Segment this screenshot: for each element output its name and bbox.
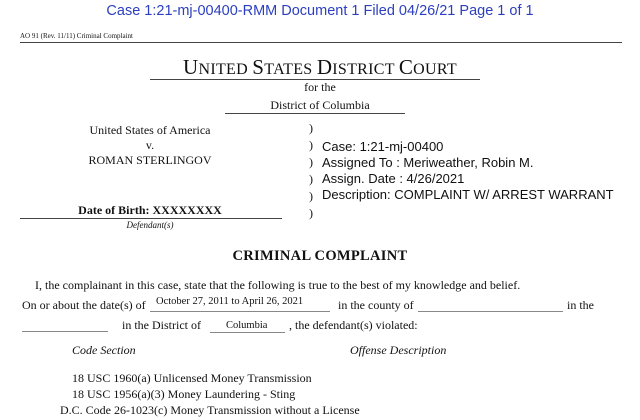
district-blank-left bbox=[22, 331, 108, 332]
court-title-part: OURT bbox=[413, 61, 457, 78]
in-district-label: in the District of bbox=[122, 318, 201, 332]
assigned-to: Assigned To : Meriweather, Robin M. bbox=[322, 155, 534, 170]
offense-line: 18 USC 1956(a)(3) Money Laundering - Sting bbox=[72, 387, 296, 401]
case-description: Description: COMPLAINT W/ ARREST WARRANT bbox=[322, 187, 614, 202]
dob-value: XXXXXXXX bbox=[152, 203, 222, 217]
court-title-part: ISTRICT bbox=[332, 61, 399, 78]
offense-description-header: Offense Description bbox=[350, 343, 447, 357]
defendant-name: ROMAN STERLINGOV bbox=[88, 153, 212, 167]
caption-paren: ) bbox=[309, 206, 313, 220]
offense-line: 18 USC 1960(a) Unlicensed Money Transmission bbox=[72, 371, 312, 385]
for-the-text: for the bbox=[304, 80, 336, 94]
caption-paren: ) bbox=[309, 172, 313, 186]
court-title bbox=[0, 55, 640, 80]
date-of-birth bbox=[30, 203, 270, 218]
complaint-heading: CRIMINAL COMPLAINT bbox=[232, 248, 408, 264]
court-title-part: U bbox=[183, 55, 199, 79]
county-blank bbox=[418, 311, 563, 312]
district-rule bbox=[225, 113, 405, 114]
district-blank bbox=[210, 332, 285, 333]
offense-line: D.C. Code 26-1023(c) Money Transmission without a License bbox=[60, 403, 360, 417]
court-title-part: TATES bbox=[264, 61, 317, 78]
case-number: Case: 1:21-mj-00400 bbox=[322, 139, 444, 154]
on-or-about-label: On or about the date(s) of bbox=[22, 298, 146, 312]
caption-paren: ) bbox=[309, 121, 313, 135]
caption-paren: ) bbox=[309, 155, 313, 169]
complaint-intro: I, the complainant in this case, state that the following is true to the best of my knowledge and belief. bbox=[35, 278, 521, 292]
court-title-part: NITED bbox=[198, 61, 253, 78]
court-title-part: S bbox=[252, 55, 265, 79]
in-the-label: in the bbox=[567, 298, 594, 312]
court-title-part: D bbox=[316, 55, 333, 79]
caption-paren: ) bbox=[309, 138, 313, 152]
violated-text: , the defendant(s) violated: bbox=[289, 318, 418, 332]
in-county-label: in the county of bbox=[338, 298, 414, 312]
district-name: District of Columbia bbox=[270, 98, 370, 112]
defendant-label: Defendant(s) bbox=[126, 220, 174, 230]
dates-blank bbox=[150, 311, 330, 312]
form-rule bbox=[20, 42, 622, 43]
caption-paren: ) bbox=[309, 189, 313, 203]
plaintiff-name: United States of America bbox=[89, 123, 211, 137]
ecf-header-stamp: Case 1:21-mj-00400-RMM Document 1 Filed 04/26/21 Page 1 of 1 bbox=[106, 3, 534, 19]
dates-value: October 27, 2011 to April 26, 2021 bbox=[156, 296, 304, 307]
form-code: AO 91 (Rev. 11/11) Criminal Complaint bbox=[20, 32, 133, 40]
defendant-rule bbox=[20, 218, 282, 219]
assign-date: Assign. Date : 4/26/2021 bbox=[322, 171, 465, 186]
court-title-part: C bbox=[398, 55, 414, 79]
versus-text: v. bbox=[145, 138, 155, 152]
district-value: Columbia bbox=[226, 320, 268, 331]
code-section-header: Code Section bbox=[72, 343, 136, 357]
dob-label: Date of Birth: bbox=[78, 203, 150, 217]
